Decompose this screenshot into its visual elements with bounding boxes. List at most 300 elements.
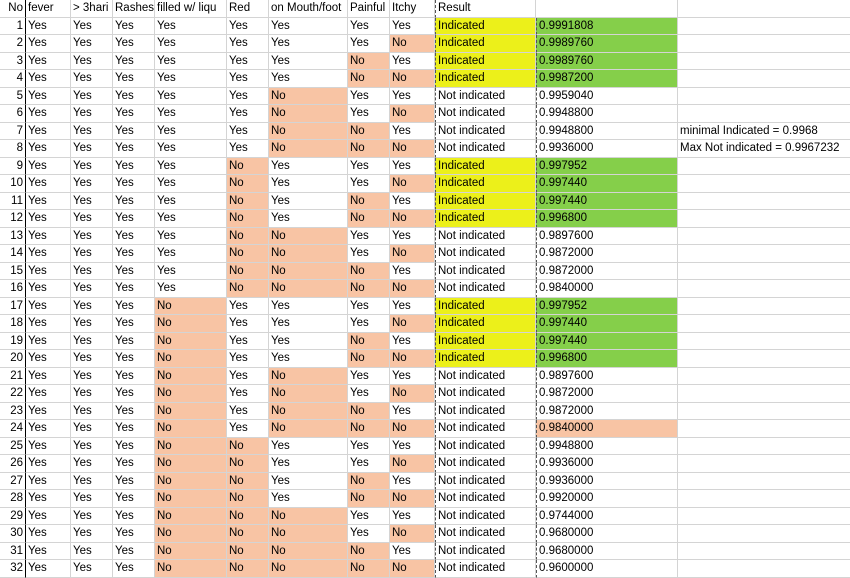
painful-cell[interactable]: Yes bbox=[348, 508, 390, 526]
notes-cell[interactable] bbox=[678, 35, 850, 53]
notes-cell[interactable] bbox=[678, 70, 850, 88]
over-3-days-cell[interactable]: Yes bbox=[71, 438, 113, 456]
painful-cell[interactable]: No bbox=[348, 193, 390, 211]
rashes-cell[interactable]: Yes bbox=[113, 525, 155, 543]
rashes-cell[interactable]: Yes bbox=[113, 403, 155, 421]
red-cell[interactable]: No bbox=[227, 508, 269, 526]
filled-with-liquid-cell[interactable]: Yes bbox=[155, 123, 227, 141]
red-cell[interactable]: Yes bbox=[227, 350, 269, 368]
notes-cell[interactable] bbox=[678, 333, 850, 351]
painful-cell[interactable]: Yes bbox=[348, 175, 390, 193]
painful-cell[interactable]: No bbox=[348, 560, 390, 578]
painful-cell[interactable]: Yes bbox=[348, 455, 390, 473]
notes-cell[interactable] bbox=[678, 455, 850, 473]
minimal-indicated-note[interactable]: minimal Indicated = 0.9968 bbox=[678, 123, 850, 141]
itchy-cell[interactable]: Yes bbox=[390, 403, 435, 421]
over-3-days-cell[interactable]: Yes bbox=[71, 543, 113, 561]
rashes-cell[interactable]: Yes bbox=[113, 123, 155, 141]
score-cell[interactable]: 0.9680000 bbox=[536, 525, 678, 543]
result-cell[interactable]: Not indicated bbox=[435, 368, 536, 386]
painful-cell[interactable]: Yes bbox=[348, 158, 390, 176]
notes-cell[interactable] bbox=[678, 560, 850, 578]
red-cell[interactable]: No bbox=[227, 438, 269, 456]
red-cell[interactable]: No bbox=[227, 263, 269, 281]
row-number-cell[interactable]: 4 bbox=[0, 70, 26, 88]
itchy-cell[interactable]: No bbox=[390, 455, 435, 473]
row-number-cell[interactable]: 20 bbox=[0, 350, 26, 368]
score-cell[interactable]: 0.9948800 bbox=[536, 105, 678, 123]
painful-cell[interactable]: No bbox=[348, 70, 390, 88]
itchy-cell[interactable]: No bbox=[390, 140, 435, 158]
on-mouth-foot-cell[interactable]: No bbox=[269, 525, 348, 543]
score-cell[interactable]: 0.9840000 bbox=[536, 420, 678, 438]
notes-cell[interactable] bbox=[678, 543, 850, 561]
over-3-days-cell[interactable]: Yes bbox=[71, 473, 113, 491]
filled-with-liquid-cell[interactable]: No bbox=[155, 525, 227, 543]
rashes-cell[interactable]: Yes bbox=[113, 158, 155, 176]
score-cell[interactable]: 0.9744000 bbox=[536, 508, 678, 526]
over-3-days-cell[interactable]: Yes bbox=[71, 210, 113, 228]
fever-cell[interactable]: Yes bbox=[26, 175, 71, 193]
on-mouth-foot-cell[interactable]: Yes bbox=[269, 438, 348, 456]
row-number-cell[interactable]: 21 bbox=[0, 368, 26, 386]
notes-cell[interactable] bbox=[678, 420, 850, 438]
score-cell[interactable]: 0.997440 bbox=[536, 193, 678, 211]
score-cell[interactable]: 0.9872000 bbox=[536, 403, 678, 421]
filled-with-liquid-cell[interactable]: No bbox=[155, 490, 227, 508]
over-3-days-cell[interactable]: Yes bbox=[71, 298, 113, 316]
header-mouth-foot[interactable]: on Mouth/foot bbox=[269, 0, 348, 18]
fever-cell[interactable]: Yes bbox=[26, 193, 71, 211]
fever-cell[interactable]: Yes bbox=[26, 140, 71, 158]
result-cell[interactable]: Indicated bbox=[435, 175, 536, 193]
on-mouth-foot-cell[interactable]: Yes bbox=[269, 350, 348, 368]
filled-with-liquid-cell[interactable]: Yes bbox=[155, 210, 227, 228]
painful-cell[interactable]: No bbox=[348, 53, 390, 71]
over-3-days-cell[interactable]: Yes bbox=[71, 88, 113, 106]
score-cell[interactable]: 0.9936000 bbox=[536, 455, 678, 473]
fever-cell[interactable]: Yes bbox=[26, 560, 71, 578]
red-cell[interactable]: Yes bbox=[227, 70, 269, 88]
painful-cell[interactable]: Yes bbox=[348, 368, 390, 386]
itchy-cell[interactable]: Yes bbox=[390, 543, 435, 561]
filled-with-liquid-cell[interactable]: No bbox=[155, 455, 227, 473]
result-cell[interactable]: Indicated bbox=[435, 193, 536, 211]
score-cell[interactable]: 0.9989760 bbox=[536, 35, 678, 53]
notes-cell[interactable] bbox=[678, 263, 850, 281]
itchy-cell[interactable]: No bbox=[390, 350, 435, 368]
red-cell[interactable]: No bbox=[227, 193, 269, 211]
itchy-cell[interactable]: Yes bbox=[390, 298, 435, 316]
row-number-cell[interactable]: 26 bbox=[0, 455, 26, 473]
over-3-days-cell[interactable]: Yes bbox=[71, 315, 113, 333]
row-number-cell[interactable]: 10 bbox=[0, 175, 26, 193]
fever-cell[interactable]: Yes bbox=[26, 438, 71, 456]
notes-cell[interactable] bbox=[678, 298, 850, 316]
fever-cell[interactable]: Yes bbox=[26, 490, 71, 508]
header-filled-liquid[interactable]: filled w/ liqu bbox=[155, 0, 227, 18]
filled-with-liquid-cell[interactable]: No bbox=[155, 403, 227, 421]
filled-with-liquid-cell[interactable]: No bbox=[155, 368, 227, 386]
header-notes[interactable] bbox=[678, 0, 850, 18]
itchy-cell[interactable]: No bbox=[390, 385, 435, 403]
score-cell[interactable]: 0.9936000 bbox=[536, 140, 678, 158]
red-cell[interactable]: No bbox=[227, 543, 269, 561]
red-cell[interactable]: Yes bbox=[227, 403, 269, 421]
header-rashes[interactable]: Rashes bbox=[113, 0, 155, 18]
painful-cell[interactable]: Yes bbox=[348, 228, 390, 246]
fever-cell[interactable]: Yes bbox=[26, 123, 71, 141]
rashes-cell[interactable]: Yes bbox=[113, 333, 155, 351]
row-number-cell[interactable]: 14 bbox=[0, 245, 26, 263]
on-mouth-foot-cell[interactable]: No bbox=[269, 123, 348, 141]
notes-cell[interactable] bbox=[678, 88, 850, 106]
row-number-cell[interactable]: 13 bbox=[0, 228, 26, 246]
itchy-cell[interactable]: No bbox=[390, 105, 435, 123]
rashes-cell[interactable]: Yes bbox=[113, 210, 155, 228]
result-cell[interactable]: Not indicated bbox=[435, 490, 536, 508]
itchy-cell[interactable]: Yes bbox=[390, 333, 435, 351]
notes-cell[interactable] bbox=[678, 210, 850, 228]
rashes-cell[interactable]: Yes bbox=[113, 105, 155, 123]
painful-cell[interactable]: No bbox=[348, 403, 390, 421]
result-cell[interactable]: Indicated bbox=[435, 158, 536, 176]
row-number-cell[interactable]: 8 bbox=[0, 140, 26, 158]
red-cell[interactable]: Yes bbox=[227, 140, 269, 158]
fever-cell[interactable]: Yes bbox=[26, 18, 71, 36]
filled-with-liquid-cell[interactable]: Yes bbox=[155, 53, 227, 71]
itchy-cell[interactable]: Yes bbox=[390, 473, 435, 491]
red-cell[interactable]: Yes bbox=[227, 368, 269, 386]
painful-cell[interactable]: Yes bbox=[348, 35, 390, 53]
filled-with-liquid-cell[interactable]: Yes bbox=[155, 88, 227, 106]
rashes-cell[interactable]: Yes bbox=[113, 140, 155, 158]
fever-cell[interactable]: Yes bbox=[26, 245, 71, 263]
fever-cell[interactable]: Yes bbox=[26, 315, 71, 333]
fever-cell[interactable]: Yes bbox=[26, 420, 71, 438]
notes-cell[interactable] bbox=[678, 105, 850, 123]
result-cell[interactable]: Not indicated bbox=[435, 560, 536, 578]
filled-with-liquid-cell[interactable]: Yes bbox=[155, 263, 227, 281]
painful-cell[interactable]: No bbox=[348, 123, 390, 141]
red-cell[interactable]: No bbox=[227, 473, 269, 491]
on-mouth-foot-cell[interactable]: No bbox=[269, 245, 348, 263]
over-3-days-cell[interactable]: Yes bbox=[71, 490, 113, 508]
fever-cell[interactable]: Yes bbox=[26, 333, 71, 351]
result-cell[interactable]: Not indicated bbox=[435, 280, 536, 298]
over-3-days-cell[interactable]: Yes bbox=[71, 193, 113, 211]
score-cell[interactable]: 0.9897600 bbox=[536, 228, 678, 246]
filled-with-liquid-cell[interactable]: No bbox=[155, 420, 227, 438]
fever-cell[interactable]: Yes bbox=[26, 105, 71, 123]
itchy-cell[interactable]: Yes bbox=[390, 193, 435, 211]
score-cell[interactable]: 0.9840000 bbox=[536, 280, 678, 298]
filled-with-liquid-cell[interactable]: No bbox=[155, 438, 227, 456]
notes-cell[interactable] bbox=[678, 228, 850, 246]
painful-cell[interactable]: No bbox=[348, 420, 390, 438]
fever-cell[interactable]: Yes bbox=[26, 158, 71, 176]
over-3-days-cell[interactable]: Yes bbox=[71, 35, 113, 53]
filled-with-liquid-cell[interactable]: Yes bbox=[155, 140, 227, 158]
on-mouth-foot-cell[interactable]: No bbox=[269, 385, 348, 403]
rashes-cell[interactable]: Yes bbox=[113, 438, 155, 456]
notes-cell[interactable] bbox=[678, 508, 850, 526]
on-mouth-foot-cell[interactable]: Yes bbox=[269, 315, 348, 333]
itchy-cell[interactable]: No bbox=[390, 210, 435, 228]
red-cell[interactable]: No bbox=[227, 560, 269, 578]
on-mouth-foot-cell[interactable]: No bbox=[269, 105, 348, 123]
over-3-days-cell[interactable]: Yes bbox=[71, 70, 113, 88]
red-cell[interactable]: Yes bbox=[227, 105, 269, 123]
fever-cell[interactable]: Yes bbox=[26, 88, 71, 106]
itchy-cell[interactable]: Yes bbox=[390, 123, 435, 141]
red-cell[interactable]: Yes bbox=[227, 53, 269, 71]
row-number-cell[interactable]: 29 bbox=[0, 508, 26, 526]
score-cell[interactable]: 0.9948800 bbox=[536, 438, 678, 456]
painful-cell[interactable]: Yes bbox=[348, 88, 390, 106]
painful-cell[interactable]: Yes bbox=[348, 18, 390, 36]
itchy-cell[interactable]: No bbox=[390, 175, 435, 193]
filled-with-liquid-cell[interactable]: Yes bbox=[155, 18, 227, 36]
filled-with-liquid-cell[interactable]: No bbox=[155, 298, 227, 316]
painful-cell[interactable]: Yes bbox=[348, 315, 390, 333]
painful-cell[interactable]: No bbox=[348, 263, 390, 281]
result-cell[interactable]: Indicated bbox=[435, 350, 536, 368]
row-number-cell[interactable]: 27 bbox=[0, 473, 26, 491]
filled-with-liquid-cell[interactable]: Yes bbox=[155, 193, 227, 211]
score-cell[interactable]: 0.9897600 bbox=[536, 368, 678, 386]
max-not-indicated-note[interactable]: Max Not indicated = 0.9967232 bbox=[678, 140, 850, 158]
header-painful[interactable]: Painful bbox=[348, 0, 390, 18]
score-cell[interactable]: 0.9987200 bbox=[536, 70, 678, 88]
itchy-cell[interactable]: No bbox=[390, 245, 435, 263]
fever-cell[interactable]: Yes bbox=[26, 368, 71, 386]
row-number-cell[interactable]: 25 bbox=[0, 438, 26, 456]
row-number-cell[interactable]: 11 bbox=[0, 193, 26, 211]
painful-cell[interactable]: No bbox=[348, 333, 390, 351]
on-mouth-foot-cell[interactable]: Yes bbox=[269, 473, 348, 491]
over-3-days-cell[interactable]: Yes bbox=[71, 245, 113, 263]
itchy-cell[interactable]: Yes bbox=[390, 508, 435, 526]
result-cell[interactable]: Not indicated bbox=[435, 88, 536, 106]
row-number-cell[interactable]: 1 bbox=[0, 18, 26, 36]
over-3-days-cell[interactable]: Yes bbox=[71, 280, 113, 298]
rashes-cell[interactable]: Yes bbox=[113, 228, 155, 246]
rashes-cell[interactable]: Yes bbox=[113, 315, 155, 333]
red-cell[interactable]: Yes bbox=[227, 298, 269, 316]
itchy-cell[interactable]: Yes bbox=[390, 368, 435, 386]
result-cell[interactable]: Indicated bbox=[435, 315, 536, 333]
on-mouth-foot-cell[interactable]: Yes bbox=[269, 298, 348, 316]
over-3-days-cell[interactable]: Yes bbox=[71, 368, 113, 386]
filled-with-liquid-cell[interactable]: Yes bbox=[155, 228, 227, 246]
painful-cell[interactable]: Yes bbox=[348, 298, 390, 316]
on-mouth-foot-cell[interactable]: Yes bbox=[269, 210, 348, 228]
score-cell[interactable]: 0.997440 bbox=[536, 315, 678, 333]
itchy-cell[interactable]: Yes bbox=[390, 158, 435, 176]
itchy-cell[interactable]: Yes bbox=[390, 263, 435, 281]
rashes-cell[interactable]: Yes bbox=[113, 280, 155, 298]
row-number-cell[interactable]: 19 bbox=[0, 333, 26, 351]
over-3-days-cell[interactable]: Yes bbox=[71, 508, 113, 526]
filled-with-liquid-cell[interactable]: No bbox=[155, 543, 227, 561]
result-cell[interactable]: Indicated bbox=[435, 35, 536, 53]
on-mouth-foot-cell[interactable]: Yes bbox=[269, 158, 348, 176]
score-cell[interactable]: 0.997952 bbox=[536, 158, 678, 176]
itchy-cell[interactable]: No bbox=[390, 280, 435, 298]
score-cell[interactable]: 0.9920000 bbox=[536, 490, 678, 508]
on-mouth-foot-cell[interactable]: Yes bbox=[269, 333, 348, 351]
result-cell[interactable]: Not indicated bbox=[435, 543, 536, 561]
rashes-cell[interactable]: Yes bbox=[113, 490, 155, 508]
painful-cell[interactable]: Yes bbox=[348, 385, 390, 403]
fever-cell[interactable]: Yes bbox=[26, 455, 71, 473]
on-mouth-foot-cell[interactable]: No bbox=[269, 560, 348, 578]
over-3-days-cell[interactable]: Yes bbox=[71, 455, 113, 473]
over-3-days-cell[interactable]: Yes bbox=[71, 175, 113, 193]
rashes-cell[interactable]: Yes bbox=[113, 560, 155, 578]
result-cell[interactable]: Indicated bbox=[435, 18, 536, 36]
header-itchy[interactable]: Itchy bbox=[390, 0, 435, 18]
row-number-cell[interactable]: 24 bbox=[0, 420, 26, 438]
on-mouth-foot-cell[interactable]: Yes bbox=[269, 18, 348, 36]
row-number-cell[interactable]: 3 bbox=[0, 53, 26, 71]
row-number-cell[interactable]: 12 bbox=[0, 210, 26, 228]
score-cell[interactable]: 0.997440 bbox=[536, 333, 678, 351]
painful-cell[interactable]: No bbox=[348, 140, 390, 158]
rashes-cell[interactable]: Yes bbox=[113, 350, 155, 368]
notes-cell[interactable] bbox=[678, 438, 850, 456]
painful-cell[interactable]: Yes bbox=[348, 525, 390, 543]
result-cell[interactable]: Not indicated bbox=[435, 123, 536, 141]
score-cell[interactable]: 0.9680000 bbox=[536, 543, 678, 561]
red-cell[interactable]: No bbox=[227, 245, 269, 263]
result-cell[interactable]: Not indicated bbox=[435, 105, 536, 123]
result-cell[interactable]: Not indicated bbox=[435, 263, 536, 281]
painful-cell[interactable]: No bbox=[348, 280, 390, 298]
score-cell[interactable]: 0.9872000 bbox=[536, 245, 678, 263]
rashes-cell[interactable]: Yes bbox=[113, 53, 155, 71]
result-cell[interactable]: Not indicated bbox=[435, 525, 536, 543]
notes-cell[interactable] bbox=[678, 53, 850, 71]
itchy-cell[interactable]: No bbox=[390, 560, 435, 578]
result-cell[interactable]: Not indicated bbox=[435, 473, 536, 491]
result-cell[interactable]: Not indicated bbox=[435, 455, 536, 473]
row-number-cell[interactable]: 23 bbox=[0, 403, 26, 421]
filled-with-liquid-cell[interactable]: No bbox=[155, 473, 227, 491]
fever-cell[interactable]: Yes bbox=[26, 403, 71, 421]
on-mouth-foot-cell[interactable]: Yes bbox=[269, 35, 348, 53]
red-cell[interactable]: Yes bbox=[227, 88, 269, 106]
result-cell[interactable]: Not indicated bbox=[435, 228, 536, 246]
fever-cell[interactable]: Yes bbox=[26, 53, 71, 71]
red-cell[interactable]: No bbox=[227, 525, 269, 543]
score-cell[interactable]: 0.9872000 bbox=[536, 385, 678, 403]
on-mouth-foot-cell[interactable]: Yes bbox=[269, 70, 348, 88]
filled-with-liquid-cell[interactable]: Yes bbox=[155, 245, 227, 263]
row-number-cell[interactable]: 6 bbox=[0, 105, 26, 123]
painful-cell[interactable]: No bbox=[348, 210, 390, 228]
score-cell[interactable]: 0.9872000 bbox=[536, 263, 678, 281]
fever-cell[interactable]: Yes bbox=[26, 210, 71, 228]
on-mouth-foot-cell[interactable]: Yes bbox=[269, 175, 348, 193]
on-mouth-foot-cell[interactable]: Yes bbox=[269, 193, 348, 211]
row-number-cell[interactable]: 31 bbox=[0, 543, 26, 561]
red-cell[interactable]: Yes bbox=[227, 123, 269, 141]
on-mouth-foot-cell[interactable]: No bbox=[269, 228, 348, 246]
painful-cell[interactable]: Yes bbox=[348, 245, 390, 263]
rashes-cell[interactable]: Yes bbox=[113, 368, 155, 386]
score-cell[interactable]: 0.996800 bbox=[536, 350, 678, 368]
red-cell[interactable]: No bbox=[227, 455, 269, 473]
red-cell[interactable]: Yes bbox=[227, 385, 269, 403]
itchy-cell[interactable]: Yes bbox=[390, 53, 435, 71]
on-mouth-foot-cell[interactable]: Yes bbox=[269, 53, 348, 71]
painful-cell[interactable]: No bbox=[348, 473, 390, 491]
notes-cell[interactable] bbox=[678, 175, 850, 193]
result-cell[interactable]: Not indicated bbox=[435, 438, 536, 456]
score-cell[interactable]: 0.9936000 bbox=[536, 473, 678, 491]
over-3-days-cell[interactable]: Yes bbox=[71, 53, 113, 71]
notes-cell[interactable] bbox=[678, 315, 850, 333]
row-number-cell[interactable]: 18 bbox=[0, 315, 26, 333]
rashes-cell[interactable]: Yes bbox=[113, 298, 155, 316]
rashes-cell[interactable]: Yes bbox=[113, 175, 155, 193]
row-number-cell[interactable]: 32 bbox=[0, 560, 26, 578]
over-3-days-cell[interactable]: Yes bbox=[71, 263, 113, 281]
over-3-days-cell[interactable]: Yes bbox=[71, 525, 113, 543]
over-3-days-cell[interactable]: Yes bbox=[71, 105, 113, 123]
red-cell[interactable]: No bbox=[227, 280, 269, 298]
rashes-cell[interactable]: Yes bbox=[113, 18, 155, 36]
over-3-days-cell[interactable]: Yes bbox=[71, 140, 113, 158]
fever-cell[interactable]: Yes bbox=[26, 263, 71, 281]
row-number-cell[interactable]: 5 bbox=[0, 88, 26, 106]
over-3-days-cell[interactable]: Yes bbox=[71, 385, 113, 403]
result-cell[interactable]: Indicated bbox=[435, 298, 536, 316]
painful-cell[interactable]: No bbox=[348, 350, 390, 368]
row-number-cell[interactable]: 17 bbox=[0, 298, 26, 316]
notes-cell[interactable] bbox=[678, 525, 850, 543]
red-cell[interactable]: Yes bbox=[227, 420, 269, 438]
red-cell[interactable]: Yes bbox=[227, 35, 269, 53]
fever-cell[interactable]: Yes bbox=[26, 350, 71, 368]
fever-cell[interactable]: Yes bbox=[26, 70, 71, 88]
on-mouth-foot-cell[interactable]: No bbox=[269, 140, 348, 158]
over-3-days-cell[interactable]: Yes bbox=[71, 123, 113, 141]
filled-with-liquid-cell[interactable]: No bbox=[155, 560, 227, 578]
notes-cell[interactable] bbox=[678, 403, 850, 421]
itchy-cell[interactable]: No bbox=[390, 525, 435, 543]
row-number-cell[interactable]: 22 bbox=[0, 385, 26, 403]
rashes-cell[interactable]: Yes bbox=[113, 455, 155, 473]
filled-with-liquid-cell[interactable]: Yes bbox=[155, 175, 227, 193]
on-mouth-foot-cell[interactable]: Yes bbox=[269, 490, 348, 508]
red-cell[interactable]: Yes bbox=[227, 18, 269, 36]
fever-cell[interactable]: Yes bbox=[26, 298, 71, 316]
row-number-cell[interactable]: 30 bbox=[0, 525, 26, 543]
itchy-cell[interactable]: No bbox=[390, 70, 435, 88]
painful-cell[interactable]: No bbox=[348, 490, 390, 508]
red-cell[interactable]: Yes bbox=[227, 333, 269, 351]
result-cell[interactable]: Indicated bbox=[435, 53, 536, 71]
header-score[interactable] bbox=[536, 0, 678, 18]
row-number-cell[interactable]: 9 bbox=[0, 158, 26, 176]
fever-cell[interactable]: Yes bbox=[26, 508, 71, 526]
rashes-cell[interactable]: Yes bbox=[113, 193, 155, 211]
rashes-cell[interactable]: Yes bbox=[113, 88, 155, 106]
rashes-cell[interactable]: Yes bbox=[113, 70, 155, 88]
